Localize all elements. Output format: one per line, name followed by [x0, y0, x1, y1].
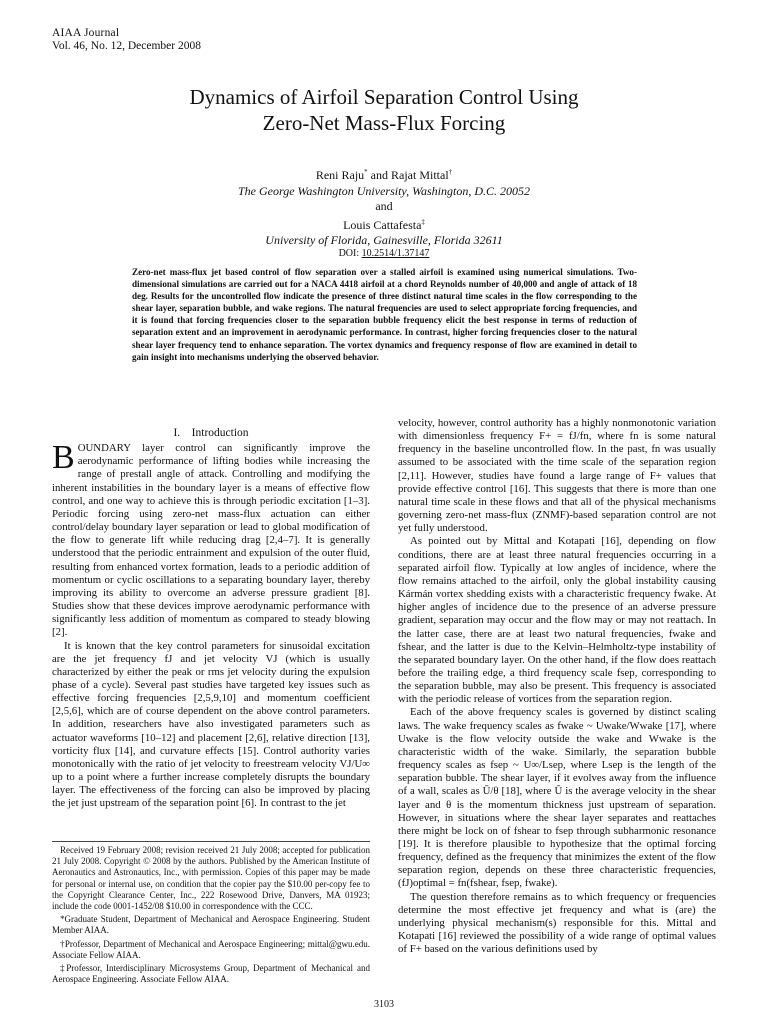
footnote-mark-ddagger[interactable]: ‡	[421, 217, 425, 226]
journal-volume: Vol. 46, No. 12, December 2008	[52, 40, 201, 52]
author-block	[60, 165, 708, 249]
section-heading: I. Introduction	[173, 427, 249, 439]
journal-name: AIAA Journal	[52, 27, 120, 39]
abstract: Zero-net mass-flux jet based control of flow separation over a stalled airfoil is examined using numerical simulations. Two-dimensional simulations are carried out for a NACA 4418 airfoil at a chord Reynolds number of 40,000 and angle of attack of 18 deg. Results for the uncontrolled flow indicate the presence of three distinct natural time scales in the flow corresponding to the shear layer, separation bubble, and wake regions. The natural frequencies are used to select appropriate forcing frequencies, and it is found that forcing frequencies closer to the separation bubble frequency elicit the best response in terms of reduction of separation extent and an improvement in aerodynamic performance. In contrast, higher forcing frequencies closer to the natural shear layer frequency tend to enhance separation. The vortex dynamics and frequency response of flow are examined in detail to gain insight into mechanisms underlying the observed behavior.	[132, 267, 637, 362]
author-and: and	[375, 199, 393, 213]
footnote-mittal: †Professor, Department of Mechanical and Aerospace Engineering; mittal@gwu.edu. Associate Fellow AIAA.	[52, 938, 370, 960]
paragraph: It is known that the key control parameters for sinusoidal excitation are the jet frequency fJ and jet velocity VJ (which is usually characterized by either the peak or rms jet velocity during the expulsion phase of a cycle). Several past studies have targeted key issues such as effective forcing frequencies [2,5,9,10] and momentum coefficient [2,5,6], which are of course dependent on the above control parameters. In addition, researchers have also investigated parameters such as actuator waveforms [10–12] and placement [2,6], relative direction [13], vorticity flux [14], and curvature effects [15]. Control authority varies monotonically with the ratio of jet velocity to freestream velocity VJ/U∞ up to a point where a further increase completely disrupts the boundary layer. The effectiveness of the forcing can also be improved by placing the jet just upstream of the separation point [6]. In contrast to the jet	[52, 639, 370, 810]
drop-cap: B	[52, 439, 75, 477]
right-column	[398, 417, 716, 956]
affiliation-gwu: The George Washington University, Washington, D.C. 20052	[237, 183, 530, 198]
paragraph: The question therefore remains as to which frequency or frequencies determine the most effective jet frequency and what is (are) the underlying physical mechanism(s) responsible for this. Mittal and Kotapati [16] reviewed the possibility of a wide range of optimal values of F+ based on the various definitions used by	[398, 890, 716, 956]
journal-header	[52, 27, 201, 53]
paragraph	[52, 439, 370, 639]
paragraph: Each of the above frequency scales is governed by distinct scaling laws. The wake frequency scales as fwake ~ Uwake/Wwake [17], where Uwake is the flow velocity outside the wake and Wwake is the characteristic width of the wake. Similarly, the separation bubble frequency scales as fsep ~ U∞/Lsep, where Lsep is the length of the separation bubble. The shear layer, if it evolves away from the influence of a wall, scales as Ū/θ [18], where Ū is the average velocity in the shear layer and θ is the momentum thickness just upstream of separation. However, in situations where the shear layer separates and reattaches there might be lock on of fshear to fsep through subharmonic resonance [19]. It is therefore plausible to hypothesize that the optimal forcing frequency, defined as the frequency that minimizes the extent of the flow separation region, depends on these three characteristic frequencies, (fJ)optimal = fn(fshear, fsep, fwake).	[398, 706, 716, 890]
footnote-mark-star[interactable]: *	[364, 168, 368, 176]
author-line-1	[60, 165, 708, 184]
title-line-1: Dynamics of Airfoil Separation Control Using	[189, 85, 579, 109]
doi-label: DOI:	[338, 248, 362, 259]
title-line-2: Zero-Net Mass-Flux Forcing	[262, 111, 506, 135]
footnote-mark-dagger[interactable]: †	[448, 168, 453, 176]
affiliation-uf: University of Florida, Gainesville, Florida 32611	[265, 233, 503, 247]
paragraph-text: OUNDARY layer control can significantly improve the aerodynamic performance of lifting bodies while increasing the range of prestall angle of attack. Controlling and modifying the inherent instabilities in the boundary layer is a means of effective flow control, and one way to achieve this is through periodic excitation [1–3]. Periodic forcing using zero-net mass-flux actuation can either control/delay boundary layer separation or lead to global modification of the flow to generate lift while reducing drag [2,4–7]. It is generally understood that the periodic entrainment and expulsion of the outer fluid, resulting from enhanced vortex formation, leads to a periodic addition of momentum or cyclic oscillations to a separating boundary layer, thereby improving its ability to overcome an adverse pressure gradient [8]. Studies show that these devices improve aerodynamic performance with significantly less addition of momentum as compared to steady blowing [2].	[52, 442, 370, 639]
footnote-cattafesta: ‡Professor, Interdisciplinary Microsystems Group, Department of Mechanical and Aerospace Engineering. Associate Fellow AIAA.	[52, 963, 370, 985]
footnote-received: Received 19 February 2008; revision received 21 July 2008; accepted for publication 21 July 2008. Copyright © 2008 by the authors. Published by the American Institute of Aeronautics and Astronautics, Inc., with permission. Copies of this paper may be made for personal or internal use, on condition that the copier pay the $10.00 per-copy fee to the Copyright Clearance Center, Inc., 222 Rosewood Drive, Danvers, MA 01923; include the code 0001-1452/08 $10.00 in correspondence with the CCC.	[52, 845, 370, 912]
paragraph: velocity, however, control authority has a highly nonmonotonic variation with dimensionless frequency F+ = fJ/fn, where fn is some natural frequency in the baseline uncontrolled flow. In the past, fn was usually assumed to be associated with the time scale of the separation region [2,11]. However, studies have found a large range of F+ values that provide effective control [16]. This suggests that there is more than one natural time scale in these flows and that all of the physical mechanisms governing zero-net mass-flux (ZNMF)-based separation control are not yet fully understood.	[398, 417, 716, 535]
doi-link[interactable]: 10.2514/1.37147	[361, 248, 430, 259]
paper-title	[60, 84, 708, 136]
author-raju: Reni Raju	[315, 168, 365, 182]
page-number: 3103	[374, 999, 394, 1010]
author-mittal: and Rajat Mittal	[367, 168, 449, 182]
author-line-3	[60, 215, 708, 234]
footnote-raju: *Graduate Student, Department of Mechanical and Aerospace Engineering. Student Member AIAA.	[52, 914, 370, 936]
author-cattafesta: Louis Cattafesta	[343, 217, 422, 232]
paragraph: As pointed out by Mittal and Kotapati [16], depending on flow conditions, there are at least three natural frequencies occurring in a separated airfoil flow. Typically at low angles of incidence, where the flow remains attached to the airfoil, only the global instability causing Kármán vortex shedding exists with a characteristic frequency fwake. At higher angles of incidence due to the presence of an adverse pressure gradient, separation may occur and the flow may or may not reattach. In the latter case, there are at least two natural frequencies, fwake and fshear, and the latter is due to the Kelvin–Helmholtz-type instability of the separated boundary layer. On the other hand, if the flow does reattach before the trailing edge, a third frequency scale fsep, corresponding to the separation bubble, may also be present. This frequency is associated with the periodic release of vortices from the separation region.	[398, 535, 716, 706]
footnotes	[52, 841, 370, 987]
doi-line	[60, 248, 708, 259]
left-column	[52, 427, 370, 811]
